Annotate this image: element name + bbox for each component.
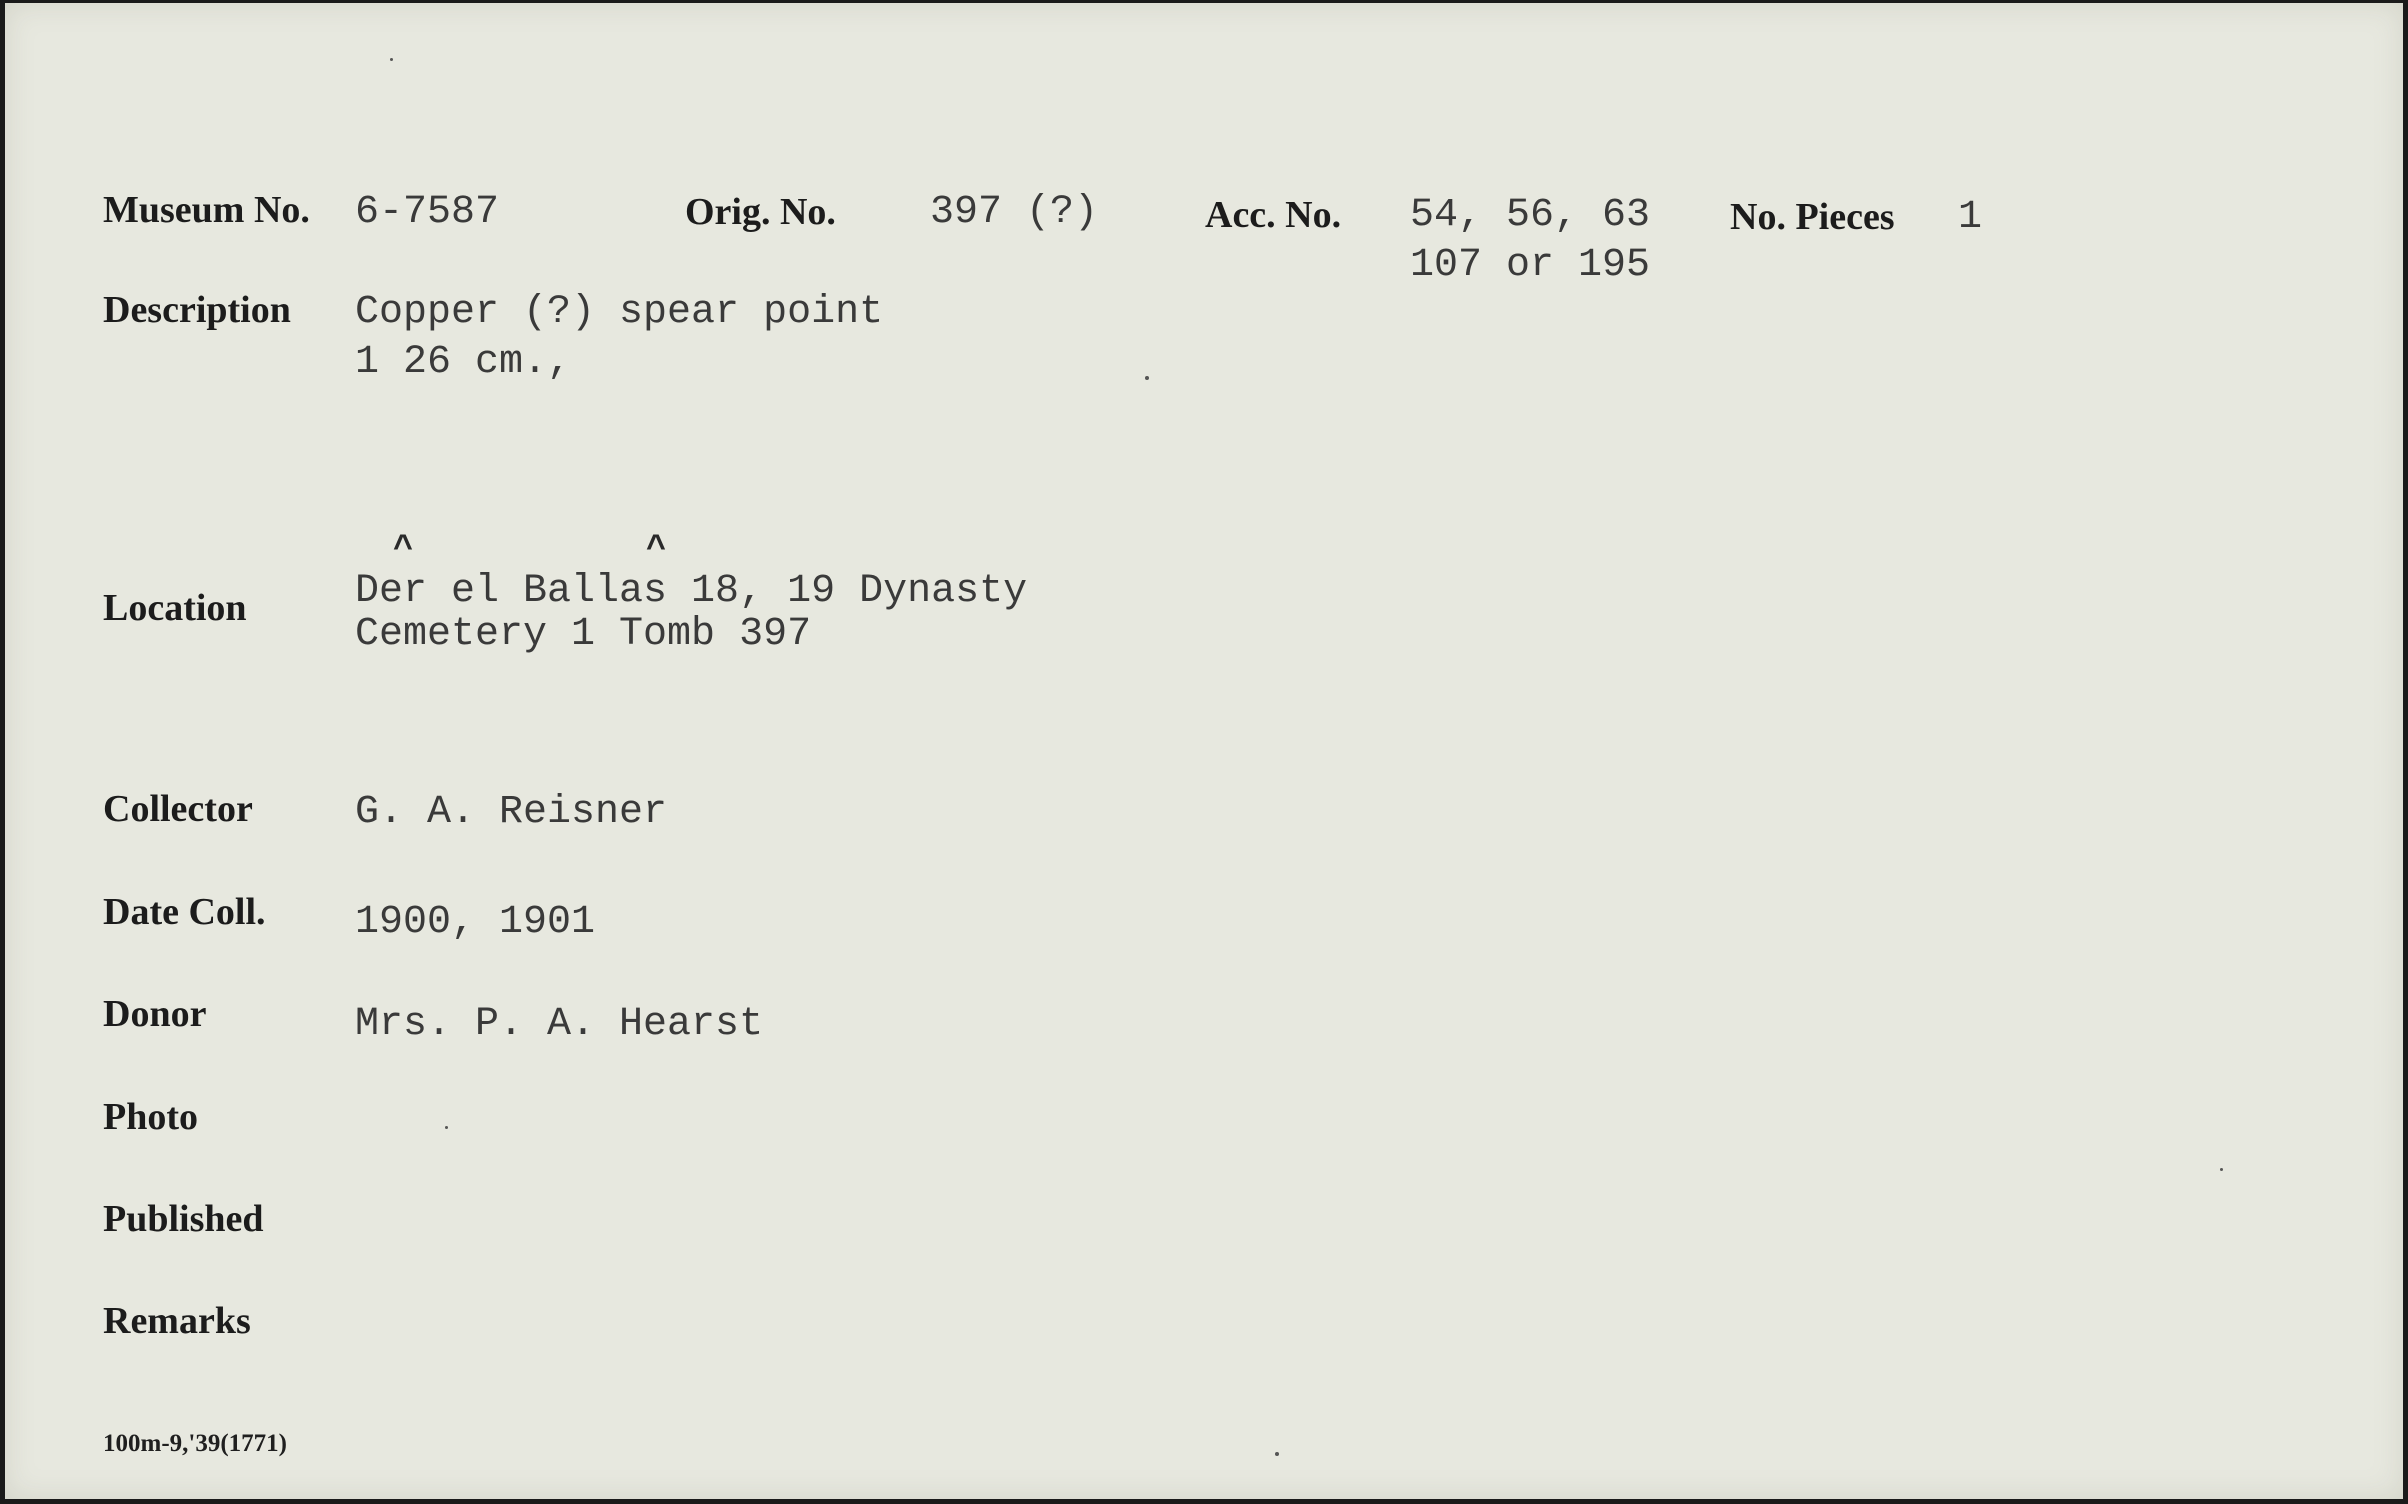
orig-no-label: Orig. No. (685, 191, 836, 233)
remarks-label: Remarks (103, 1300, 251, 1342)
published-label: Published (103, 1198, 264, 1240)
description-label: Description (103, 289, 291, 331)
paper-speck (445, 1126, 448, 1129)
acc-no-value-line2: 107 or 195 (1410, 243, 1651, 288)
location-value-line2: Cemetery 1 Tomb 397 (355, 612, 812, 657)
no-pieces-value: 1 (1958, 195, 1983, 240)
acc-no-value-line1: 54, 56, 63 (1410, 193, 1651, 238)
paper-speck (1275, 1452, 1279, 1456)
location-label: Location (103, 587, 247, 629)
donor-value: Mrs. P. A. Hearst (355, 1002, 764, 1047)
date-coll-value: 1900, 1901 (355, 900, 596, 945)
paper-speck (390, 58, 393, 61)
photo-label: Photo (103, 1096, 198, 1138)
collector-label: Collector (103, 788, 253, 830)
donor-label: Donor (103, 993, 207, 1035)
paper-speck (2220, 1168, 2223, 1171)
caret-mark: ^ (393, 531, 414, 569)
description-value-line1: Copper (?) spear point (355, 290, 884, 335)
museum-no-label: Museum No. (103, 189, 310, 231)
location-value-line1: Der el Ballas 18, 19 Dynasty (355, 569, 1028, 614)
date-coll-label: Date Coll. (103, 891, 266, 933)
acc-no-label: Acc. No. (1205, 194, 1342, 236)
paper-speck (1145, 376, 1149, 380)
form-code: 100m-9,'39(1771) (103, 1430, 287, 1457)
no-pieces-label: No. Pieces (1730, 196, 1895, 238)
catalog-card (5, 3, 2403, 1499)
collector-value: G. A. Reisner (355, 790, 668, 835)
museum-no-value: 6-7587 (355, 190, 500, 235)
caret-mark: ^ (646, 531, 667, 569)
description-value-line2: 1 26 cm., (355, 340, 572, 385)
orig-no-value: 397 (?) (930, 190, 1099, 235)
